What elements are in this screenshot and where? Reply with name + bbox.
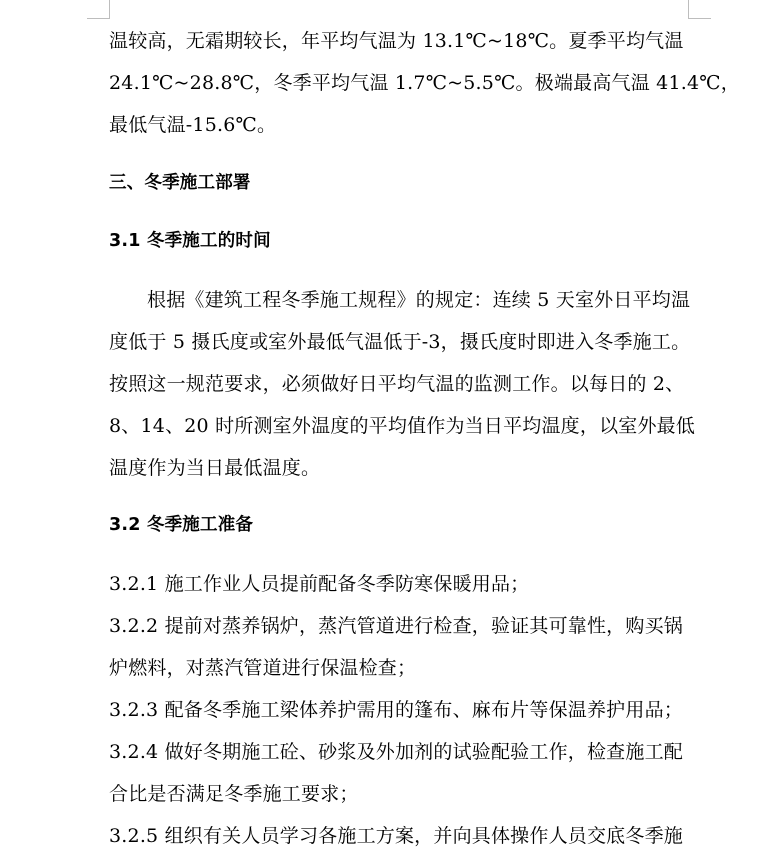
list-item-continuation: 炉燃料，对蒸汽管道进行保温检查； — [109, 657, 417, 679]
paragraph-line: 按照这一规范要求，必须做好日平均气温的监测工作。以每日的 2、 — [109, 373, 685, 395]
paragraph-line: 8、14、20 时所测室外温度的平均值作为当日平均温度，以室外最低 — [109, 415, 696, 437]
list-item: 3.2.5 组织有关人员学习各施工方案，并向具体操作人员交底冬季施 — [109, 825, 683, 847]
paragraph-line: 最低气温-15.6℃。 — [109, 114, 277, 136]
paragraph-line: 根据《建筑工程冬季施工规程》的规定：连续 5 天室外日平均温 — [147, 289, 691, 311]
list-item-continuation: 合比是否满足冬季施工要求； — [109, 783, 359, 805]
crop-mark-top-right — [688, 0, 711, 19]
paragraph-line: 24.1℃~28.8℃，冬季平均气温 1.7℃~5.5℃。极端最高气温 41.4℃， — [109, 72, 740, 94]
paragraph-line: 温度作为当日最低温度。 — [109, 457, 321, 479]
paragraph-line: 温较高，无霜期较长，年平均气温为 13.1℃~18℃。夏季平均气温 — [109, 30, 684, 52]
paragraph-line: 度低于 5 摄氏度或室外最低气温低于-3，摄氏度时即进入冬季施工。 — [109, 331, 691, 353]
subsection-heading: 3.2 冬季施工准备 — [109, 515, 254, 535]
subsection-heading: 3.1 冬季施工的时间 — [109, 231, 271, 251]
list-item: 3.2.4 做好冬期施工砼、砂浆及外加剂的试验配验工作，检查施工配 — [109, 741, 683, 763]
section-heading: 三、冬季施工部署 — [109, 173, 251, 193]
crop-mark-top-left — [87, 0, 110, 19]
list-item: 3.2.2 提前对蒸养锅炉，蒸汽管道进行检查，验证其可靠性，购买锅 — [109, 615, 683, 637]
list-item: 3.2.3 配备冬季施工梁体养护需用的篷布、麻布片等保温养护用品； — [109, 699, 683, 721]
list-item: 3.2.1 施工作业人员提前配备冬季防寒保暖用品； — [109, 573, 530, 595]
